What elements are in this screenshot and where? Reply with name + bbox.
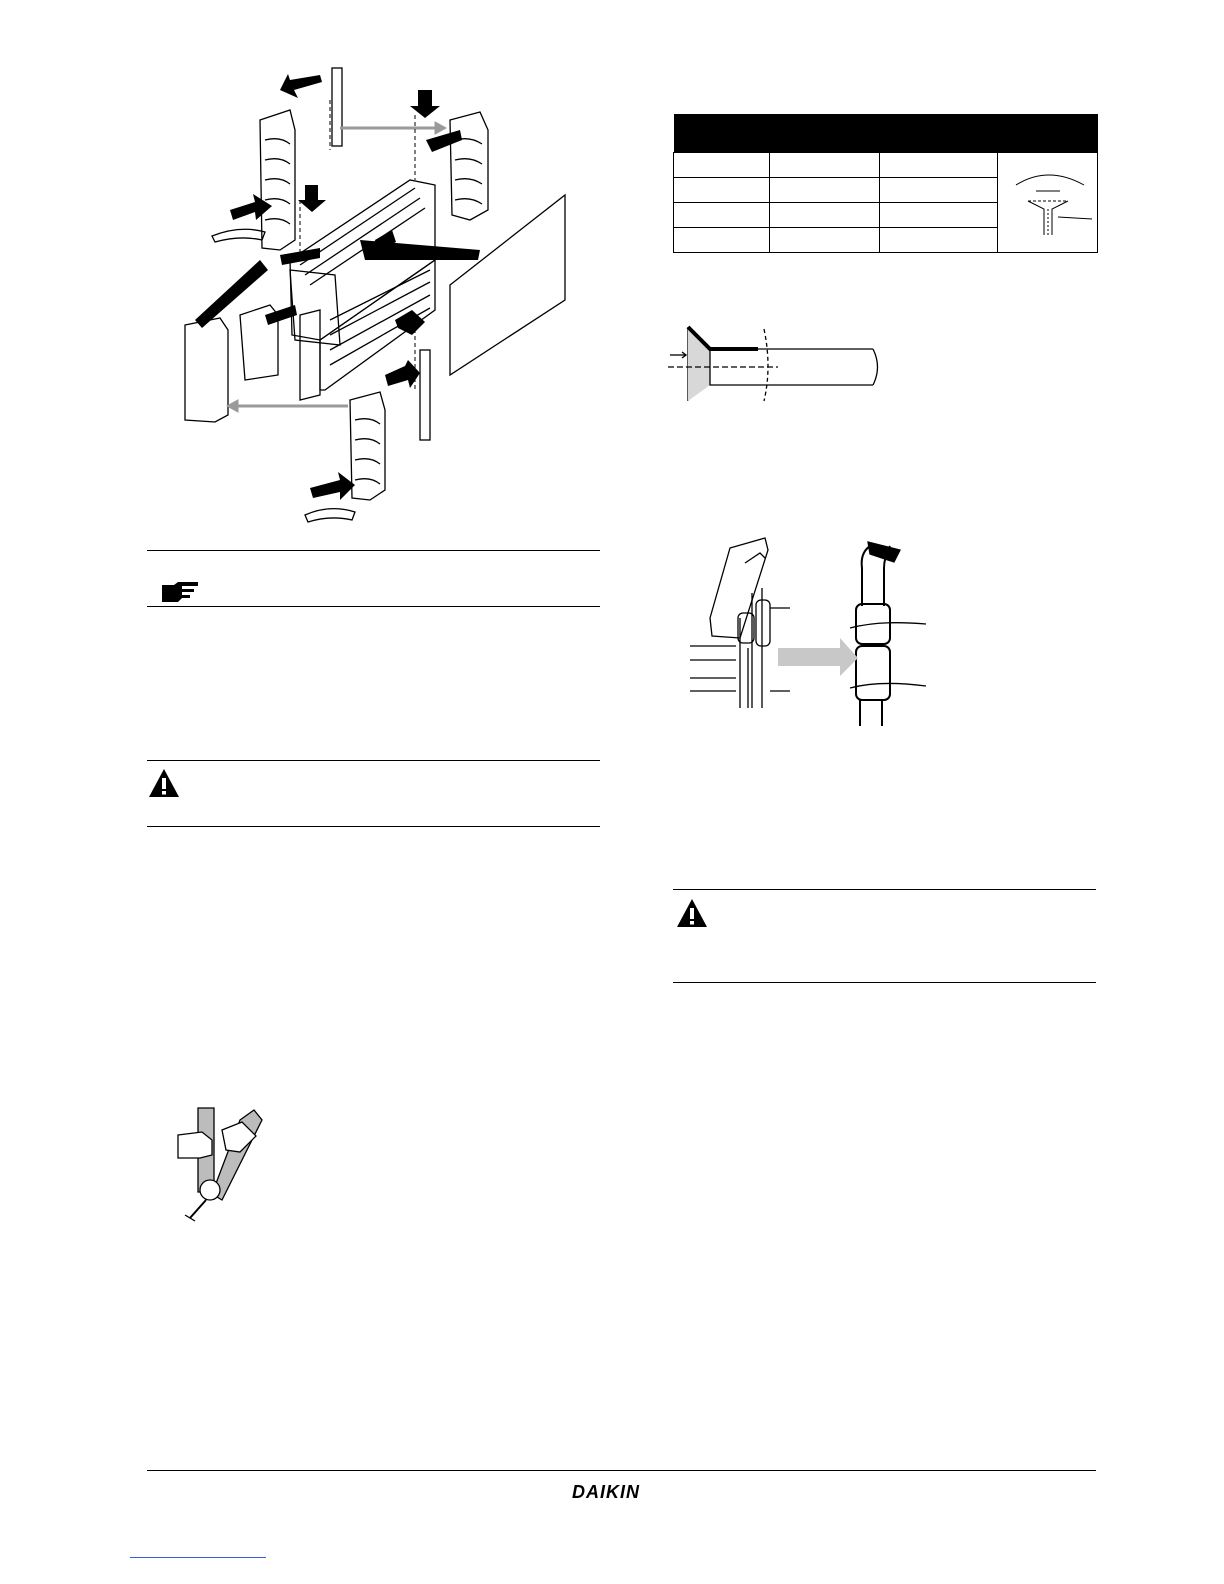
table-cell: [674, 228, 770, 253]
table-row: [674, 153, 1098, 178]
flare-angle-diagram: [1006, 163, 1098, 243]
table-cell: [674, 203, 770, 228]
table-cell: [880, 203, 998, 228]
warning-top-rule: [147, 760, 600, 761]
table-cell: [880, 153, 998, 178]
table-cell: [770, 203, 880, 228]
two-wrenches-illustration: [170, 1100, 285, 1225]
table-cell: [770, 228, 880, 253]
pipe-insulation-illustration: [690, 528, 940, 728]
table-cell: [674, 178, 770, 203]
exploded-unit-illustration: [170, 60, 590, 540]
warning-2-top-rule: [673, 889, 1096, 890]
table-header-cell: [674, 114, 1098, 153]
table-header-row: [674, 114, 1098, 153]
warning-2-bottom-rule: [673, 982, 1096, 983]
pointing-hand-icon: [160, 581, 200, 603]
warning-triangle-icon: [147, 767, 181, 799]
table-cell: [770, 178, 880, 203]
footer-rule: [147, 1470, 1096, 1471]
daikin-logo: DAIKIN: [572, 1482, 640, 1502]
note-bottom-rule: [147, 606, 600, 607]
table-cell: [880, 178, 998, 203]
flare-dimension-table: [673, 114, 1098, 248]
link-underline[interactable]: [130, 1557, 266, 1558]
flare-diagram-cell: [998, 153, 1098, 253]
table-cell: [770, 153, 880, 178]
flare-pipe-illustration: [668, 325, 888, 405]
warning-triangle-icon: [675, 897, 709, 929]
table-cell: [674, 153, 770, 178]
note-top-rule: [147, 550, 600, 551]
table-cell: [880, 228, 998, 253]
warning-bottom-rule: [147, 826, 600, 827]
